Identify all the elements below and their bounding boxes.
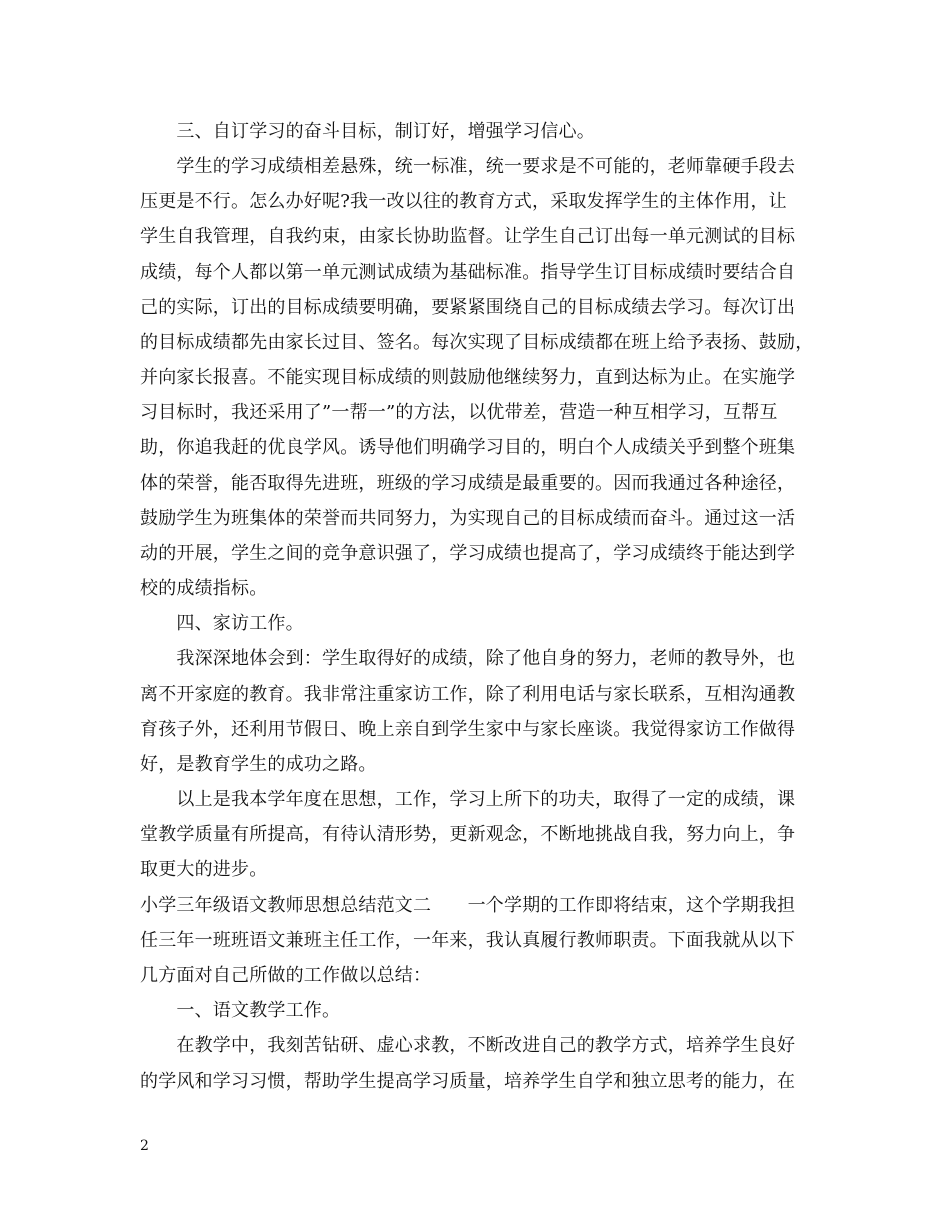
text-line: 小学三年级语文教师思想总结范文二 一个学期的工作即将结束，这个学期我担: [140, 895, 796, 916]
text-line: 以上是我本学年度在思想，工作，学习上所下的功夫，取得了一定的成绩，课: [140, 789, 796, 810]
text-line: 校的成绩指标。: [140, 578, 268, 599]
text-line: 体的荣誉，能否取得先进班，班级的学习成绩是最重要的。因而我通过各种途径，: [140, 473, 796, 494]
text-line: 三、自订学习的奋斗目标，制订好，增强学习信心。: [140, 121, 595, 142]
text-line: 鼓励学生为班集体的荣誉而共同努力，为实现自己的目标成绩而奋斗。通过这一活: [140, 508, 796, 529]
page-number: 2: [140, 1138, 149, 1154]
text-line: 四、家访工作。: [140, 613, 304, 634]
text-line: 习目标时，我还采用了”一帮一”的方法，以优带差，营造一种互相学习，互帮互: [140, 402, 778, 423]
text-line: 取更大的进步。: [140, 859, 268, 880]
text-line: 成绩，每个人都以第一单元测试成绩为基础标准。指导学生订目标成绩时要结合自: [140, 262, 796, 283]
text-line: 好，是教育学生的成功之路。: [140, 754, 377, 775]
text-line: 几方面对自己所做的工作做以总结：: [140, 965, 432, 986]
text-line: 己的实际，订出的目标成绩要明确，要紧紧围绕自己的目标成绩去学习。每次订出: [140, 297, 796, 318]
text-line: 我深深地体会到：学生取得好的成绩，除了他自身的努力，老师的教导外，也: [140, 648, 796, 669]
text-line: 助，你追我赶的优良学风。诱导他们明确学习目的，明白个人成绩关乎到整个班集: [140, 437, 796, 458]
text-line: 任三年一班班语文兼班主任工作，一年来，我认真履行教师职责。下面我就从以下: [140, 930, 796, 951]
text-line: 学生的学习成绩相差悬殊，统一标准，统一要求是不可能的，老师靠硬手段去: [140, 156, 796, 177]
text-line: 育孩子外，还利用节假日、晚上亲自到学生家中与家长座谈。我觉得家访工作做得: [140, 719, 796, 740]
text-line: 并向家长报喜。不能实现目标成绩的则鼓励他继续努力，直到达标为止。在实施学: [140, 367, 796, 388]
text-line: 离不开家庭的教育。我非常注重家访工作，除了利用电话与家长联系，互相沟通教: [140, 684, 796, 705]
text-line: 的目标成绩都先由家长过目、签名。每次实现了目标成绩都在班上给予表扬、鼓励，: [140, 332, 814, 353]
text-line: 压更是不行。怎么办好呢?我一改以往的教育方式，采取发挥学生的主体作用，让: [140, 191, 787, 212]
text-line: 的学风和学习习惯，帮助学生提高学习质量，培养学生自学和独立思考的能力，在: [140, 1071, 796, 1092]
text-line: 学生自我管理，自我约束，由家长协助监督。让学生自己订出每一单元测试的目标: [140, 226, 796, 247]
text-line: 一、语文教学工作。: [140, 1000, 341, 1021]
text-line: 堂教学质量有所提高，有待认清形势，更新观念，不断地挑战自我，努力向上，争: [140, 824, 796, 845]
text-line: 动的开展，学生之间的竞争意识强了，学习成绩也提高了，学习成绩终于能达到学: [140, 543, 796, 564]
text-line: 在教学中，我刻苦钻研、虚心求教，不断改进自己的教学方式，培养学生良好: [140, 1035, 796, 1056]
